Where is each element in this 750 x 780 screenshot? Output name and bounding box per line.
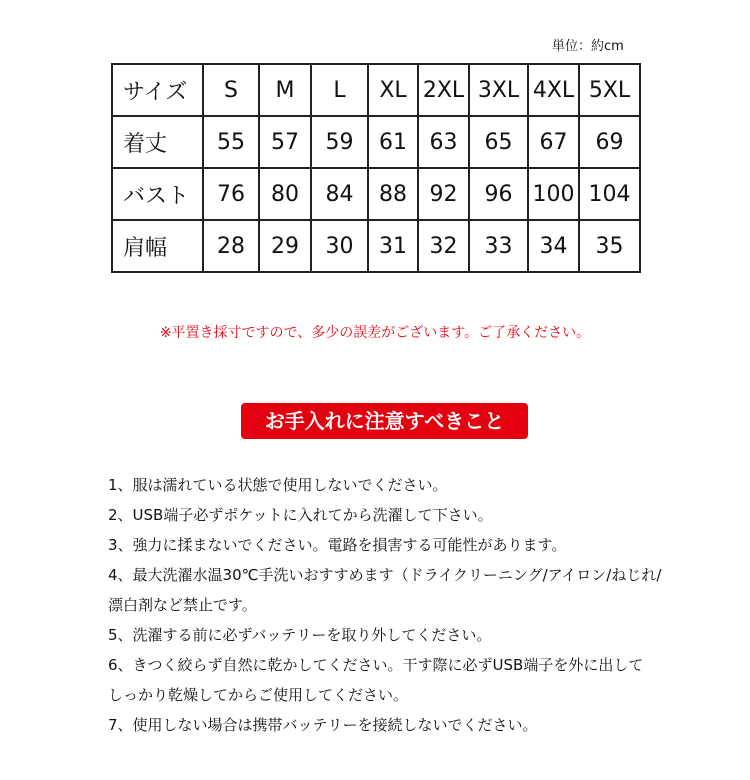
table-cell: 96 (469, 168, 528, 220)
table-cell: 84 (311, 168, 368, 220)
size-chart-table (111, 63, 641, 273)
care-instruction-line: 1、服は濡れている状態で使用しないでください。 (108, 476, 448, 494)
table-row-label: 肩幅 (112, 220, 203, 272)
table-header-cell: M (259, 64, 311, 116)
care-instructions-list (108, 474, 728, 744)
table-header-cell: 5XL (579, 64, 640, 116)
table-row-label: 着丈 (112, 116, 203, 168)
table-row (112, 220, 640, 272)
table-cell: 88 (368, 168, 418, 220)
table-header-cell: サイズ (112, 64, 203, 116)
table-cell: 76 (203, 168, 259, 220)
table-cell: 32 (418, 220, 469, 272)
table-cell: 29 (259, 220, 311, 272)
measurement-note: ※平置き採寸ですので、多少の誤差がございます。ご了承ください。 (159, 325, 591, 341)
table-cell: 92 (418, 168, 469, 220)
table-header-cell: L (311, 64, 368, 116)
care-instruction-line: 2、USB端子必ずポケットに入れてから洗濯して下さい。 (108, 506, 493, 524)
table-cell: 28 (203, 220, 259, 272)
table-cell: 55 (203, 116, 259, 168)
table-cell: 31 (368, 220, 418, 272)
table-header-row (112, 64, 640, 116)
table-cell: 69 (579, 116, 640, 168)
table-cell: 61 (368, 116, 418, 168)
table-header-cell: 3XL (469, 64, 528, 116)
table-cell: 35 (579, 220, 640, 272)
table-header-cell: 4XL (528, 64, 579, 116)
table-row (112, 116, 640, 168)
table-cell: 100 (528, 168, 579, 220)
care-instruction-line: 漂白剤など禁止です。 (108, 596, 257, 614)
table-cell: 33 (469, 220, 528, 272)
table-cell: 57 (259, 116, 311, 168)
table-header-cell: XL (368, 64, 418, 116)
table-cell: 59 (311, 116, 368, 168)
table-cell: 34 (528, 220, 579, 272)
table-cell: 104 (579, 168, 640, 220)
table-cell: 30 (311, 220, 368, 272)
care-instruction-line: 5、洗濯する前に必ずバッテリーを取り外してください。 (108, 626, 492, 644)
table-cell: 63 (418, 116, 469, 168)
care-heading-badge: お手入れに注意すべきこと (241, 403, 528, 439)
table-cell: 65 (469, 116, 528, 168)
table-header-cell: 2XL (418, 64, 469, 116)
care-instruction-line: 4、最大洗濯水温30℃手洗いおすすめます（ドライクリーニング/アイロン/ねじれ/ (108, 566, 662, 584)
care-instruction-line: 7、使用しない場合は携帯バッテリーを接続しないでください。 (108, 716, 538, 734)
unit-label: 単位：約cm (552, 39, 624, 54)
care-instruction-line: しっかり乾燥してからご使用してください。 (108, 686, 409, 704)
care-instruction-line: 3、強力に揉まないでください。電路を損害する可能性があります。 (108, 536, 567, 554)
table-header-cell: S (203, 64, 259, 116)
table-cell: 67 (528, 116, 579, 168)
care-instruction-line: 6、きつく絞らず自然に乾かしてください。干す際に必ずUSB端子を外に出して (108, 656, 644, 674)
table-cell: 80 (259, 168, 311, 220)
table-row-label: バスト (112, 168, 203, 220)
table-row (112, 168, 640, 220)
